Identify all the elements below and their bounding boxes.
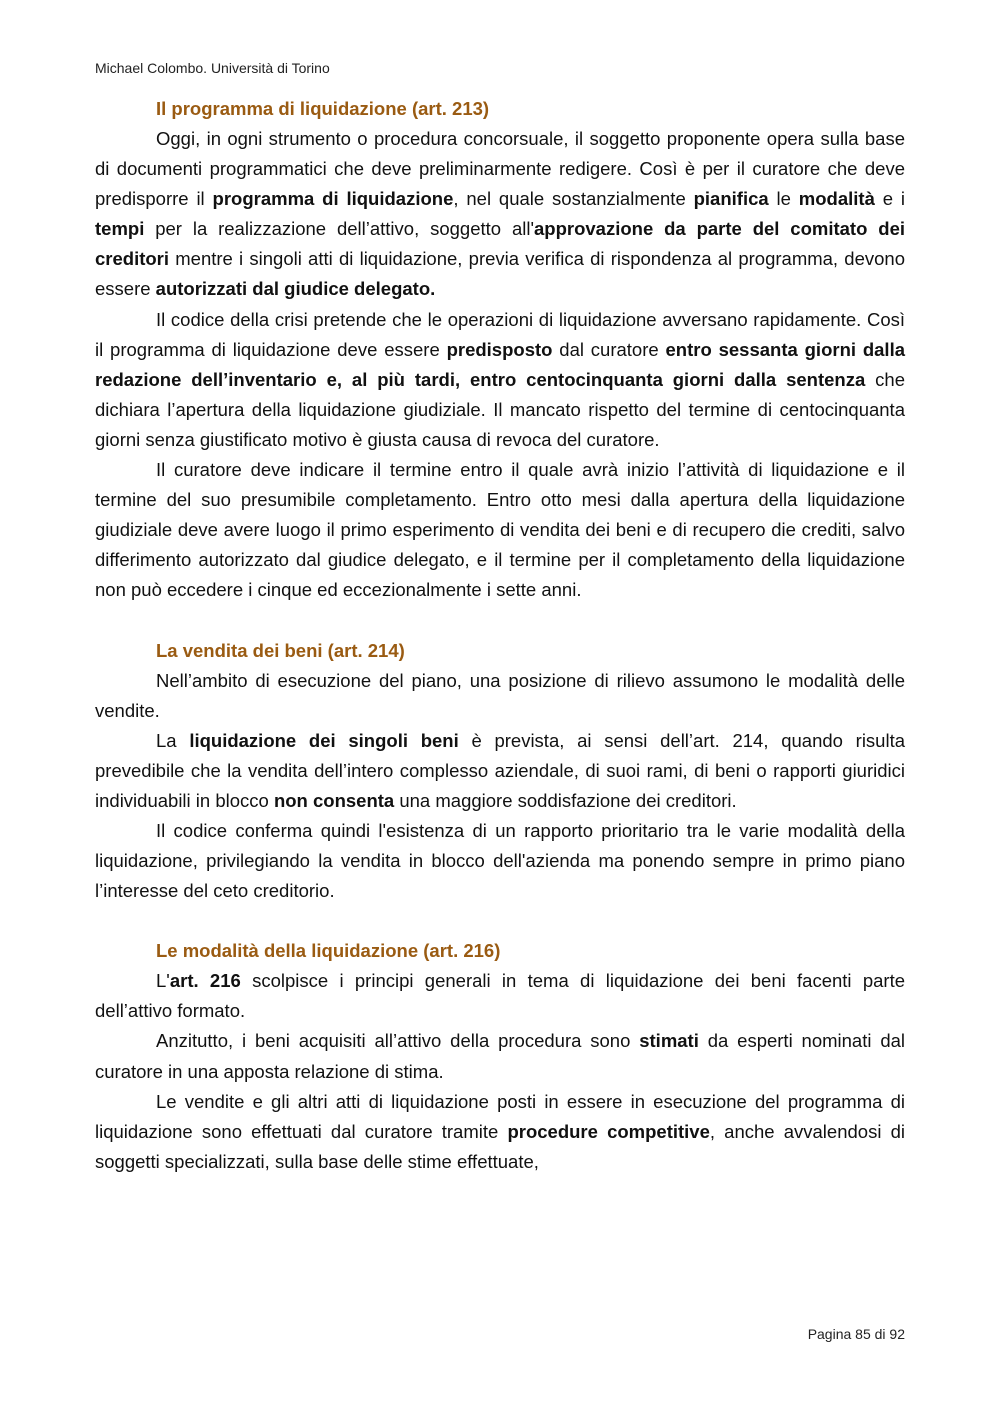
bold-text: programma di liquidazione <box>212 188 454 210</box>
body-paragraph <box>95 666 905 726</box>
text-run: scolpisce i principi generali in tema di liquidazione dei beni facenti parte dell’attivo formato. <box>95 970 905 1022</box>
text-run: Le vendite e gli altri atti di liquidazione posti in essere in esecuzione del programma di liquidazione sono effettuati dal curatore tramite <box>95 1090 905 1142</box>
bold-text: autorizzati dal giudice delegato. <box>155 278 436 300</box>
body-paragraph <box>95 1026 905 1086</box>
text-run: Oggi, in ogni strumento o procedura concorsuale, il soggetto proponente opera sulla base di documenti programmatici che deve preliminarmente redigere. Così è per il curatore che deve predisporre il <box>95 128 905 210</box>
bold-text: tempi <box>95 218 145 240</box>
text-run: L' <box>156 970 170 992</box>
text-run: che dichiara l’apertura della liquidazione giudiziale. Il mancato rispetto del termine di centocinquanta giorni senza giustificato motivo è giusta causa di revoca del curatore. <box>95 368 905 450</box>
section-spacer <box>95 906 905 936</box>
text-run: Il codice della crisi pretende che le operazioni di liquidazione avversano rapidamente. Così il programma di liquidazione deve essere <box>95 308 905 360</box>
text-run: una maggiore soddisfazione dei creditori. <box>394 789 737 811</box>
body-paragraph <box>95 1087 905 1177</box>
text-run: Nell’ambito di esecuzione del piano, una posizione di rilievo assumono le modalità delle vendite. <box>95 669 905 721</box>
text-run: Il curatore deve indicare il termine entro il quale avrà inizio l’attività di liquidazione e il termine del suo presumibile completamento. Entro otto mesi dalla apertura della liquidazione giudiziale deve avere luogo il primo esperimento di vendita dei beni e di recupero die crediti, salvo differimento autorizzato dal giudice delegato, e il termine per il completamento della liquidazione non può eccedere i cinque ed eccezionalmente i sette anni. <box>95 459 905 601</box>
text-run: mentre i singoli atti di liquidazione, previa verifica di rispondenza al programma, devono essere <box>95 248 905 300</box>
section-heading: Il programma di liquidazione (art. 213) <box>156 98 490 119</box>
text-run: La <box>156 729 190 751</box>
section-spacer <box>95 606 905 636</box>
text-run: e i <box>874 188 905 210</box>
text-run: le <box>768 188 799 210</box>
body-paragraph <box>95 966 905 1026</box>
body-paragraph <box>95 816 905 906</box>
bold-text: pianifica <box>693 188 769 210</box>
bold-text: non consenta <box>273 789 395 811</box>
section-heading: La vendita dei beni (art. 214) <box>156 639 405 661</box>
page-number: Pagina 85 di 92 <box>807 1326 905 1342</box>
bold-text: entro sessanta giorni dalla redazione dell’inventario e, al più tardi, entro centocinquanta giorni dalla sentenza <box>95 338 906 390</box>
text-run: per la realizzazione dell’attivo, soggetto all' <box>144 218 534 240</box>
text-run: è prevista, ai sensi dell’art. 214, quando risulta prevedibile che la vendita dell’intero complesso aziendale, di suoi rami, di beni o rapporti giuridici individuabili in blocco <box>95 729 906 811</box>
text-run: , nel quale sostanzialmente <box>453 188 694 210</box>
bold-text: predisposto <box>446 338 553 360</box>
bold-text: art. 216 <box>169 970 241 992</box>
text-run: dal curatore <box>552 338 666 360</box>
text-run: da esperti nominati dal curatore in una apposta relazione di stima. <box>95 1030 906 1082</box>
bold-text: stimati <box>639 1030 699 1052</box>
section-heading: Le modalità della liquidazione (art. 216) <box>156 940 501 962</box>
text-run: , anche avvalendosi di soggetti specializzati, sulla base delle stime effettuate, <box>95 1120 905 1172</box>
body-paragraph <box>95 726 905 816</box>
text-run: Anzitutto, i beni acquisiti all’attivo della procedura sono <box>156 1030 640 1052</box>
bold-text: modalità <box>798 188 875 210</box>
text-run: Il codice conferma quindi l'esistenza di un rapporto prioritario tra le varie modalità della liquidazione, privilegiando la vendita in blocco dell'azienda ma ponendo sempre in primo piano l’interesse del ceto creditorio. <box>95 819 905 902</box>
document-body <box>95 94 905 1177</box>
bold-text: procedure competitive <box>507 1120 710 1142</box>
body-paragraph <box>95 305 905 455</box>
page-header: Michael Colombo. Università di Torino <box>95 60 330 76</box>
body-paragraph <box>95 124 905 305</box>
bold-text: approvazione da parte del comitato dei creditori <box>95 218 906 270</box>
bold-text: liquidazione dei singoli beni <box>189 729 459 751</box>
body-paragraph <box>95 455 905 605</box>
